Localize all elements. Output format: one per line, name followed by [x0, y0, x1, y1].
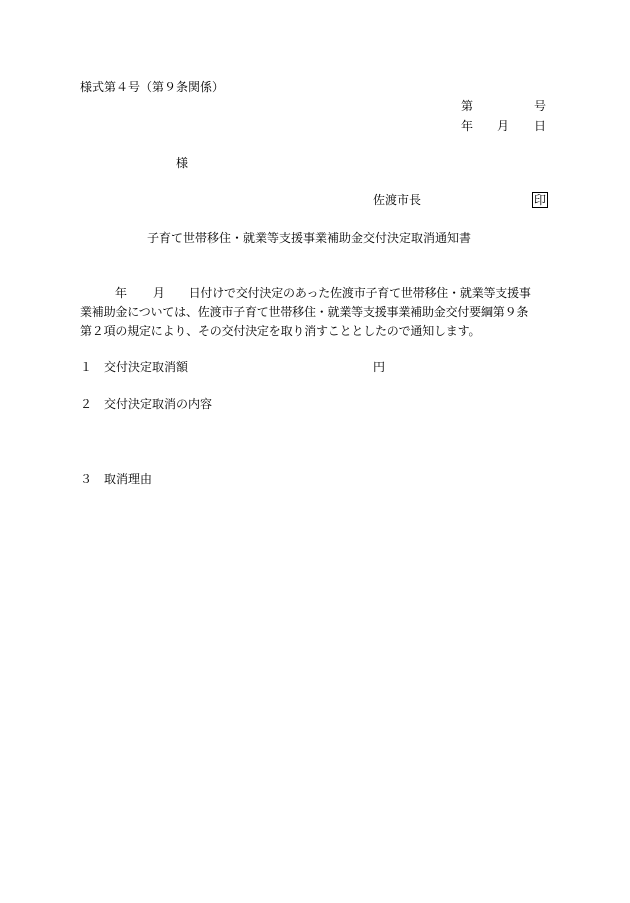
- issuer-title: 佐渡市長: [373, 193, 422, 207]
- issuer-seal: [532, 192, 548, 208]
- date-month: 月: [497, 119, 510, 133]
- body-line-3: 第２項の規定により、その交付決定を取り消すこととしたので通知します。: [80, 324, 481, 338]
- addressee-sama: 様: [176, 156, 189, 170]
- doc-number-dai: 第: [461, 99, 474, 113]
- body-text: [80, 284, 550, 341]
- body-month: 月: [152, 286, 165, 300]
- doc-title: 子育て世帯移住・就業等支援事業補助金交付決定取消通知書: [147, 231, 472, 245]
- item-3-number: ３: [80, 472, 93, 486]
- form-number: 様式第４号（第９条関係）: [80, 80, 225, 94]
- item-3-label: 取消理由: [104, 472, 153, 486]
- body-line1-rest: 日付けで交付決定のあった佐渡市子育て世帯移住・就業等支援事: [188, 286, 531, 300]
- item-2-number: ２: [80, 397, 93, 411]
- date-year: 年: [461, 119, 474, 133]
- item-1-number: １: [80, 360, 93, 374]
- item-1-label: 交付決定取消額: [104, 360, 189, 374]
- item-2-label: 交付決定取消の内容: [104, 397, 213, 411]
- body-line-1: [80, 284, 550, 303]
- body-year: 年: [115, 286, 127, 300]
- item-1-unit: 円: [373, 360, 386, 374]
- doc-number-go: 号: [534, 99, 547, 113]
- date-day: 日: [534, 119, 547, 133]
- seal-stamp: 印: [534, 193, 547, 207]
- body-line-2: 業補助金については、佐渡市子育て世帯移住・就業等支援事業補助金交付要綱第９条: [80, 305, 529, 319]
